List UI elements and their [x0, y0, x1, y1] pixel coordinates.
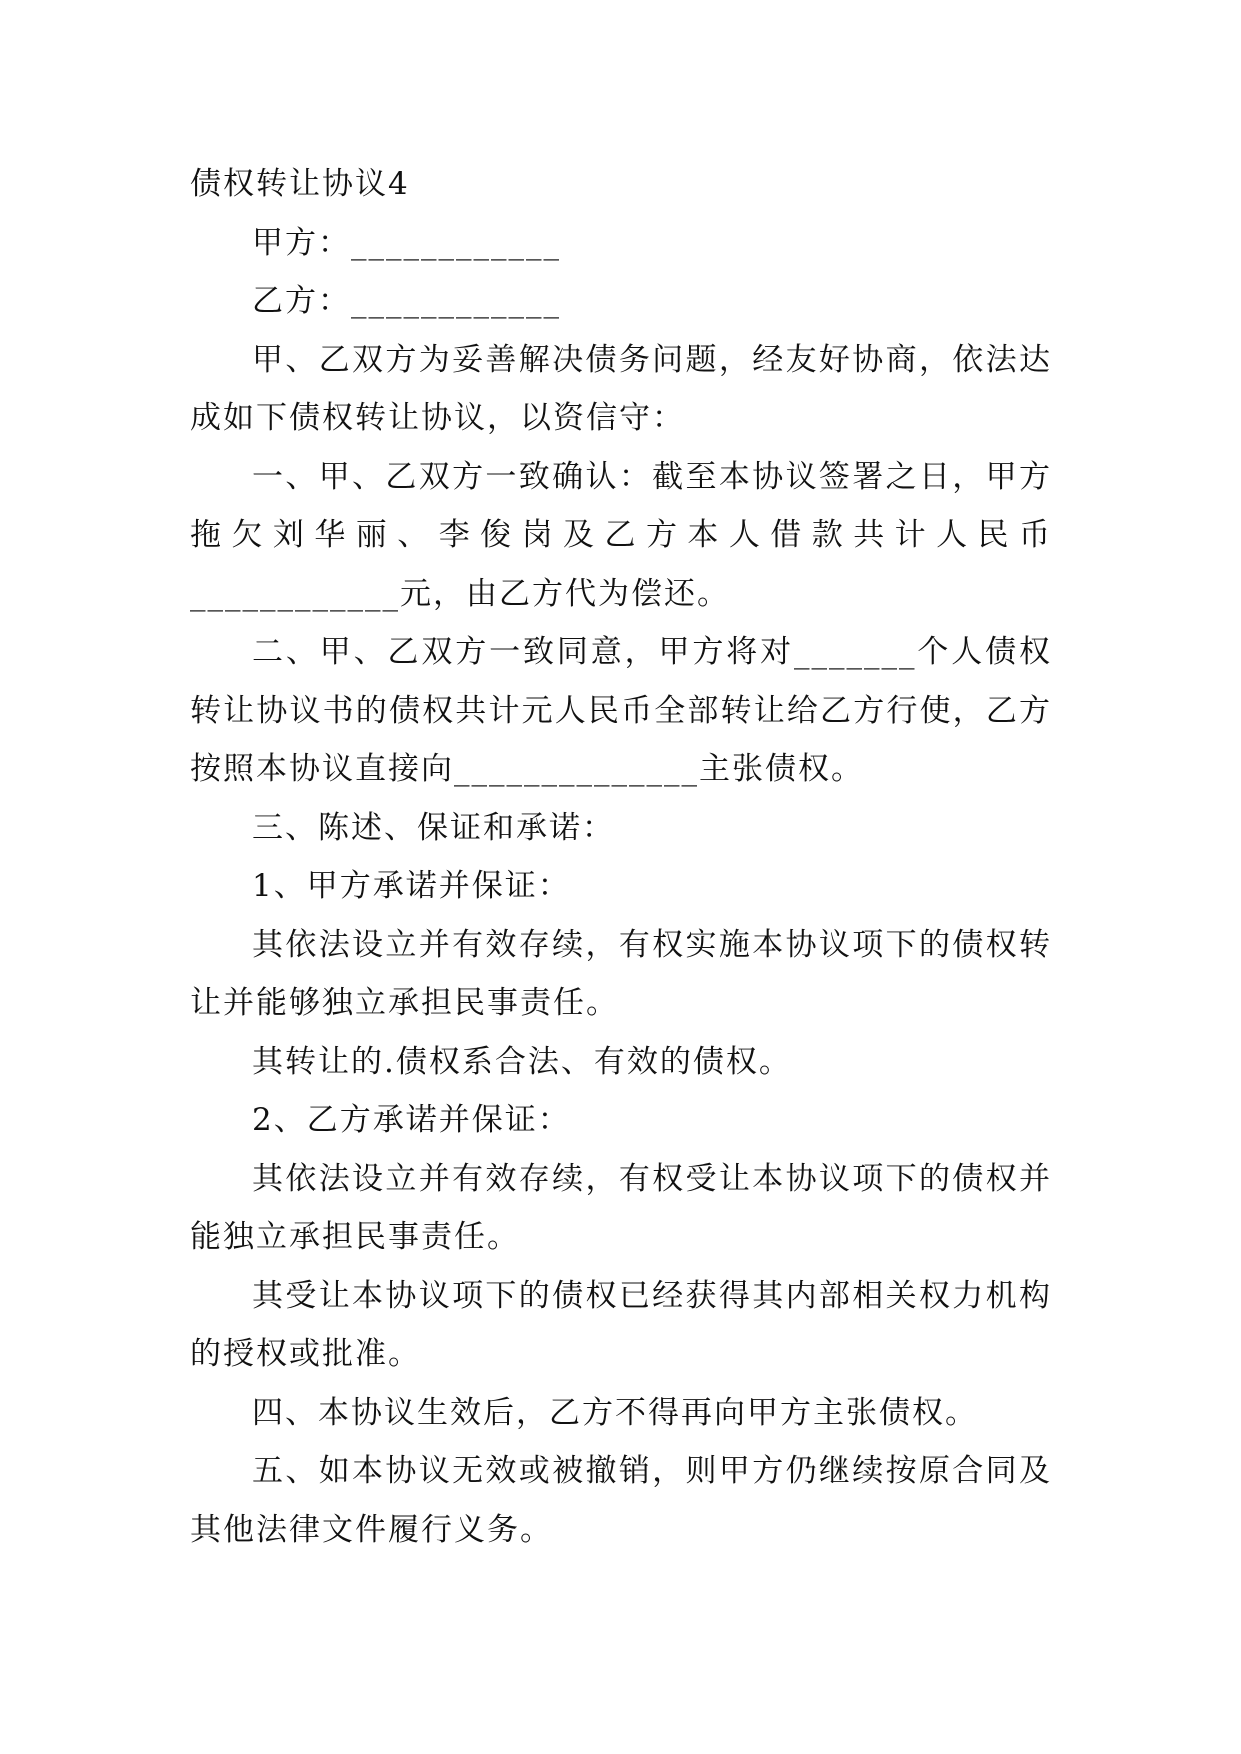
clause-3-1-item-1: 其依法设立并有效存续，有权实施本协议项下的债权转让并能够独立承担民事责任。 [190, 926, 1052, 1021]
clause-3-2-heading: 2、乙方承诺并保证： [252, 1102, 571, 1138]
clause-2-paragraph: 二、甲、乙双方一致同意，甲方将对_______个人债权转让协议书的债权共计元人民币全部转让给乙方行使，乙方按照本协议直接向______________主张债权。 [190, 634, 1052, 787]
clause-4-paragraph: 四、本协议生效后，乙方不得再向甲方主张债权。 [252, 1394, 978, 1431]
document-title: 债权转让协议4 [190, 166, 410, 202]
preamble-paragraph: 甲、乙双方为妥善解决债务问题，经友好协商，依法达成如下债权转让协议，以资信守： [190, 341, 1052, 436]
clause-1-amount-line: ____________元，由乙方代为偿还。 [190, 575, 730, 612]
clause-3-1-heading: 1、甲方承诺并保证： [252, 868, 571, 904]
clause-3-heading: 三、陈述、保证和承诺： [252, 809, 615, 846]
document-body [190, 155, 1052, 1559]
clause-5-paragraph: 五、如本协议无效或被撤销，则甲方仍继续按原合同及其他法律文件履行义务。 [190, 1453, 1052, 1548]
party-a-line: 甲方：____________ [252, 224, 561, 261]
clause-1-paragraph: 一、甲、乙双方一致确认：截至本协议签署之日，甲方拖欠刘华丽、李俊岗及乙方本人借款共计人民币 [190, 458, 1052, 553]
clause-3-1-item-2: 其转让的.债权系合法、有效的债权。 [252, 1043, 792, 1080]
clause-3-2-item-2: 其受让本协议项下的债权已经获得其内部相关权力机构的授权或批准。 [190, 1277, 1052, 1372]
party-b-line: 乙方：____________ [252, 283, 561, 319]
clause-3-2-item-1: 其依法设立并有效存续，有权受让本协议项下的债权并能独立承担民事责任。 [190, 1160, 1052, 1255]
